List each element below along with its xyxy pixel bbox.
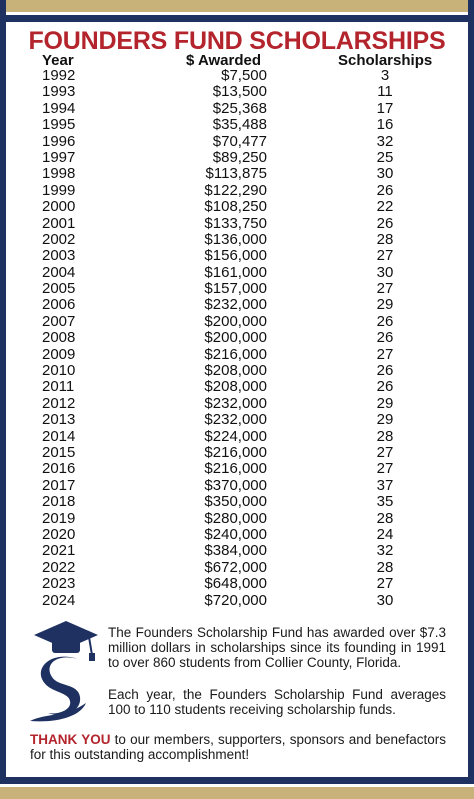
scholarships-cell: 35 [376,493,394,511]
scholarships-cell: 32 [376,132,394,150]
awarded-cell: $157,000 [204,280,267,298]
awarded-cell: $216,000 [204,460,267,478]
year-cell: 2001 [42,214,76,232]
table-row [0,478,474,494]
awarded-cell: $720,000 [204,591,267,609]
scholarships-cell: 30 [376,591,394,609]
year-cell: 2018 [42,493,76,511]
awarded-cell: $224,000 [204,427,267,445]
blurb-paragraph-2: Each year, the Founders Scholarship Fund averages 100 to 110 students receiving scholarship funds. [108,687,446,717]
scholarships-cell: 37 [376,476,394,494]
table-row [0,183,474,199]
header-awarded: $ Awarded [186,52,262,69]
scholarships-cell: 26 [376,312,394,330]
table-row [0,396,474,412]
bottom-border [0,777,474,799]
awarded-cell: $672,000 [204,558,267,576]
header-year: Year [42,52,74,69]
table-row [0,412,474,428]
scholarships-cell: 16 [376,116,394,134]
awarded-cell: $200,000 [204,312,267,330]
header-scholarships: Scholarships [338,52,433,69]
year-cell: 2007 [42,312,76,330]
page-title: FOUNDERS FUND SCHOLARSHIPS [28,27,446,55]
table-row [0,281,474,297]
year-cell: 2009 [42,345,76,363]
year-cell: 2015 [42,443,76,461]
table-row [0,494,474,510]
year-cell: 2010 [42,362,76,380]
table-row [0,363,474,379]
year-cell: 2013 [42,411,76,429]
table-row [0,68,474,84]
table-row [0,297,474,313]
scholarships-cell: 27 [376,460,394,478]
table-row [0,84,474,100]
awarded-cell: $232,000 [204,411,267,429]
scholarships-cell: 26 [376,362,394,380]
year-cell: 2005 [42,280,76,298]
awarded-cell: $240,000 [204,525,267,543]
table-row [0,232,474,248]
table-row [0,445,474,461]
year-cell: 2021 [42,542,76,560]
table-row [0,199,474,215]
scholarships-cell: 17 [376,99,394,117]
scholarships-cell: 3 [380,67,390,84]
year-cell: 1994 [42,99,76,117]
awarded-cell: $370,000 [204,476,267,494]
awarded-cell: $216,000 [204,345,267,363]
table-row [0,265,474,281]
table-row [0,248,474,264]
year-cell: 2020 [42,525,76,543]
year-cell: 1999 [42,181,76,199]
year-cell: 2008 [42,329,76,347]
scholarships-cell: 28 [376,558,394,576]
table-row [0,101,474,117]
awarded-cell: $161,000 [204,263,267,281]
year-cell: 2014 [42,427,76,445]
top-border [0,0,474,22]
year-cell: 1998 [42,165,76,183]
table-row [0,560,474,576]
year-cell: 1992 [42,67,76,84]
table-row [0,461,474,477]
year-cell: 2019 [42,509,76,527]
awarded-cell: $232,000 [204,296,267,314]
awarded-cell: $89,250 [212,148,267,166]
year-cell: 2011 [42,378,75,396]
table-row [0,527,474,543]
table-row [0,543,474,559]
awarded-cell: $216,000 [204,443,267,461]
awarded-cell: $350,000 [204,493,267,511]
scholarships-cell: 25 [376,148,394,166]
scholarships-cell: 30 [376,263,394,281]
scholarships-cell: 29 [376,296,394,314]
scholarships-cell: 27 [376,575,394,593]
awarded-cell: $108,250 [204,198,267,216]
year-cell: 2003 [42,247,76,265]
year-cell: 1996 [42,132,76,150]
scholarships-cell: 27 [376,280,394,298]
scholarships-cell: 27 [376,443,394,461]
awarded-cell: $208,000 [204,362,267,380]
awarded-cell: $70,477 [212,132,267,150]
year-cell: 1997 [42,148,76,166]
year-cell: 2023 [42,575,76,593]
scholarships-cell: 26 [376,214,394,232]
scholarships-cell: 27 [376,247,394,265]
table-row [0,576,474,592]
scholarships-cell: 27 [376,345,394,363]
awarded-cell: $208,000 [204,378,267,396]
scholarships-cell: 29 [376,394,394,412]
awarded-cell: $648,000 [204,575,267,593]
awarded-cell: $7,500 [221,67,267,84]
year-cell: 2004 [42,263,76,281]
table-row [0,330,474,346]
scholarships-cell: 26 [376,181,394,199]
thank-you-note [30,732,446,762]
table-row [0,347,474,363]
year-cell: 2024 [42,591,76,609]
scholarships-cell: 24 [376,525,394,543]
awarded-cell: $113,875 [205,165,267,183]
year-cell: 2002 [42,230,76,248]
year-cell: 2022 [42,558,76,576]
blurb-paragraph-1: The Founders Scholarship Fund has awarded over $7.3 million dollars in scholarships since its founding in 1991 to over 860 students from Collier County, Florida. [108,625,446,670]
year-cell: 2016 [42,460,76,478]
scholarships-cell: 26 [376,329,394,347]
year-cell: 2017 [42,476,76,494]
awarded-cell: $384,000 [204,542,267,560]
scholarships-cell: 28 [376,509,394,527]
year-cell: 2012 [42,394,76,412]
year-cell: 2006 [42,296,76,314]
table-row [0,511,474,527]
table-row [0,117,474,133]
awarded-cell: $136,000 [204,230,267,248]
scholarships-cell: 30 [376,165,394,183]
scholarship-table [0,68,474,609]
awarded-cell: $122,290 [204,181,267,199]
table-row [0,150,474,166]
table-row [0,593,474,609]
awarded-cell: $13,500 [212,83,267,101]
table-row [0,166,474,182]
awarded-cell: $25,368 [212,99,267,117]
thank-you-text: to our members, supporters, sponsors and benefactors for this outstanding accomplishment! [30,732,446,762]
scholarships-cell: 32 [376,542,394,560]
scholarships-cell: 26 [376,378,394,396]
scholarships-cell: 11 [377,83,393,101]
awarded-cell: $156,000 [204,247,267,265]
table-row [0,379,474,395]
thank-you-emphasis: THANK YOU [30,732,111,747]
year-cell: 1995 [42,116,76,134]
scholarships-cell: 29 [376,411,394,429]
scholarships-cell: 22 [376,198,394,216]
awarded-cell: $232,000 [204,394,267,412]
year-cell: 1993 [42,83,76,101]
awarded-cell: $35,488 [212,116,267,134]
table-row [0,429,474,445]
scholarships-cell: 28 [376,230,394,248]
awarded-cell: $133,750 [204,214,267,232]
table-row [0,134,474,150]
graduation-cap-logo-icon [26,617,104,723]
awarded-cell: $200,000 [204,329,267,347]
year-cell: 2000 [42,198,76,216]
table-row [0,314,474,330]
table-row [0,216,474,232]
scholarships-cell: 28 [376,427,394,445]
awarded-cell: $280,000 [204,509,267,527]
